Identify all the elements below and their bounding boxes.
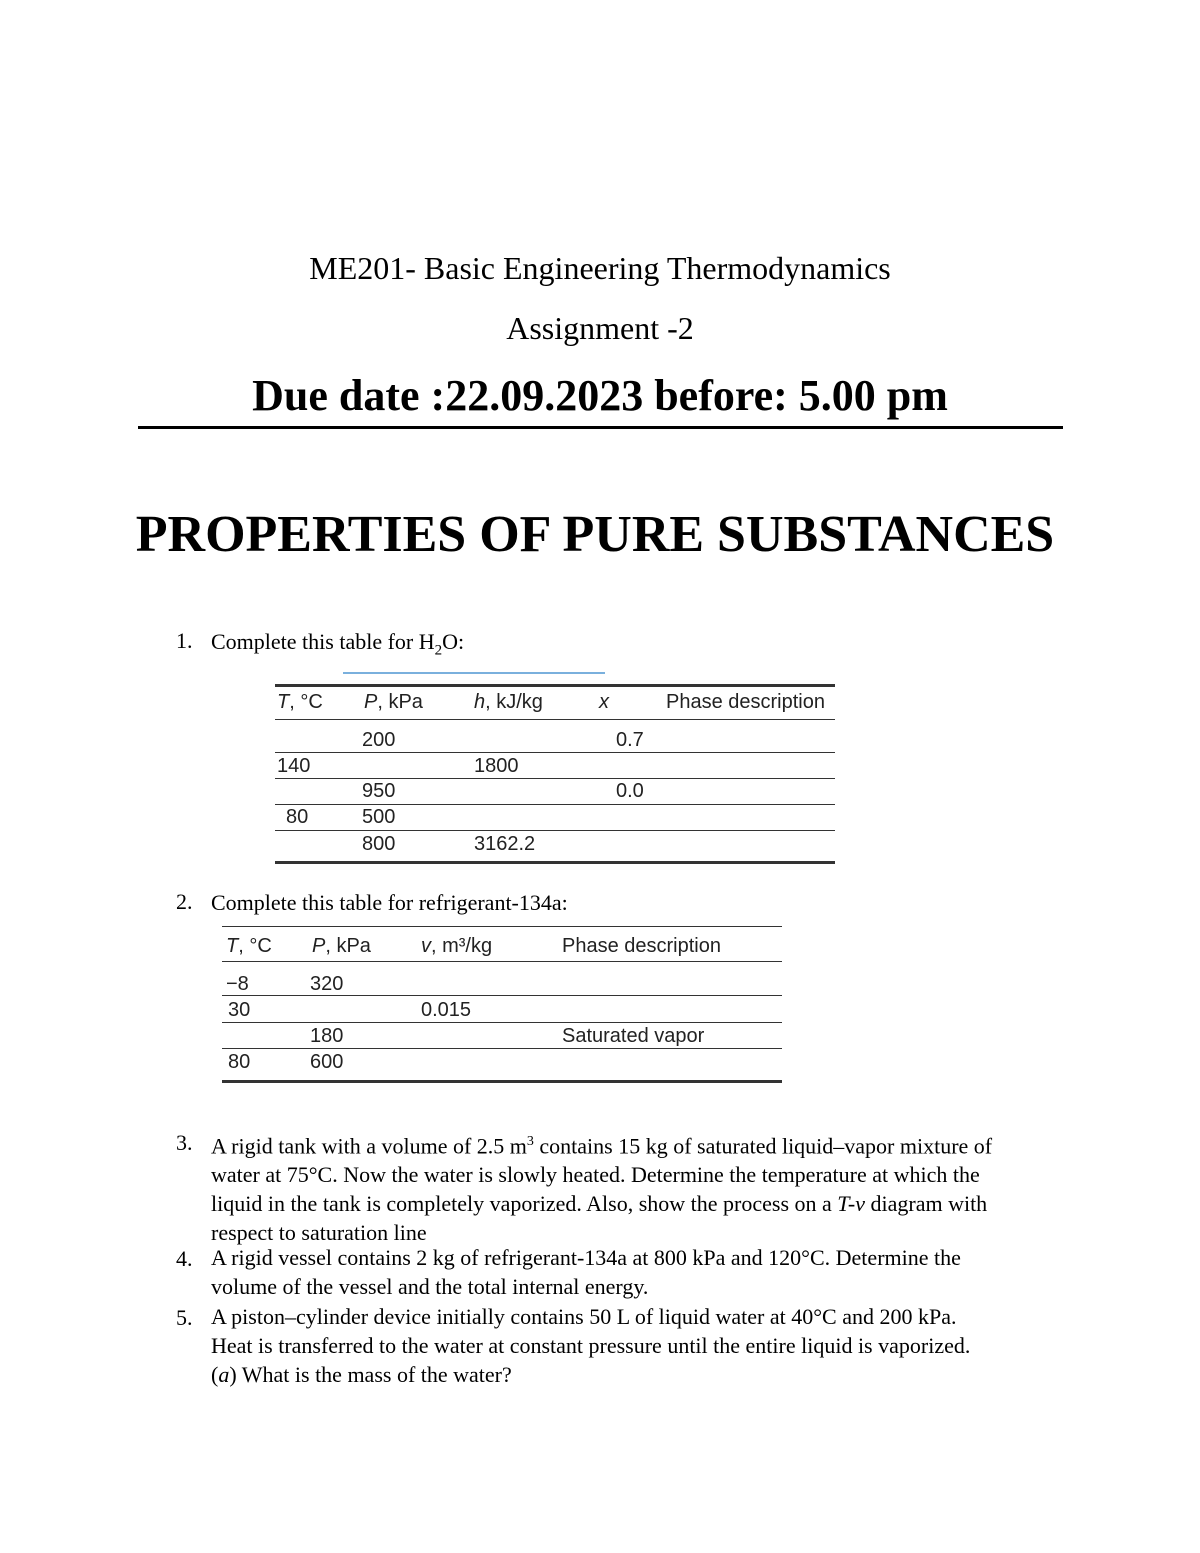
section-title: PROPERTIES OF PURE SUBSTANCES <box>135 506 1055 563</box>
header-pressure: P, kPa <box>364 691 423 713</box>
q3-text: A rigid tank with a volume of 2.5 $m^3$ contains 15 kg of saturated liquid–vapor mixture of water at 75°C. Now the water is slowly heated. Determine the temperature at which the liquid in the tank is completely vaporized. Also, show the process on a T-v diagram with respect to saturation line <box>211 1133 993 1246</box>
table-rule <box>275 719 835 720</box>
header-temperature: T, °C <box>277 691 323 713</box>
table-cell: −8 <box>226 973 249 995</box>
table-cell: 30 <box>228 999 251 1021</box>
table-cell: 950 <box>362 780 396 802</box>
q1-number: 1. <box>176 628 193 653</box>
assignment-number: Assignment -2 <box>506 310 694 346</box>
table-rule <box>222 1022 782 1023</box>
table-rule <box>275 684 835 687</box>
header-pressure: P, kPa <box>312 935 371 957</box>
table-cell: 600 <box>310 1051 344 1073</box>
table-cell: 80 <box>286 806 309 828</box>
table-rule <box>275 804 835 805</box>
q4-text: A rigid vessel contains 2 kg of refrigerant-134a at 800 kPa and 120°C. Determine the volume of the vessel and the total internal energy. <box>211 1245 961 1299</box>
q2-number: 2. <box>176 889 193 914</box>
table-rule <box>275 778 835 779</box>
table-rule <box>222 926 782 927</box>
table-rule <box>275 830 835 831</box>
table-rule <box>275 861 835 864</box>
table-cell: 200 <box>362 729 396 751</box>
table-cell: 180 <box>310 1025 344 1047</box>
header-phase: Phase description <box>562 935 721 957</box>
table-cell: 0.7 <box>616 729 644 751</box>
table-rule <box>275 752 835 753</box>
due-date: Due date :22.09.2023 before: 5.00 pm <box>252 371 948 420</box>
q2-text: Complete this table for refrigerant-134a: <box>211 890 568 915</box>
q3-number: 3. <box>176 1130 193 1155</box>
table-cell: 140 <box>277 755 311 777</box>
table-rule <box>222 1080 782 1083</box>
table-cell: 800 <box>362 833 396 855</box>
table-top-accent <box>343 672 605 674</box>
header-enthalpy: h, kJ/kg <box>474 691 543 713</box>
table-rule <box>222 995 782 996</box>
table-cell: 1800 <box>474 755 519 777</box>
table-rule <box>222 961 782 962</box>
q5-text: A piston–cylinder device initially contains 50 L of liquid water at 40°C and 200 kPa. Heat is transferred to the water at constant pressure until the entire liquid is vaporized. (a) What is the mass of the water? <box>211 1304 971 1387</box>
header-temperature: T, °C <box>226 935 272 957</box>
header-specific-volume: v, m³/kg <box>421 935 493 957</box>
course-title: ME201- Basic Engineering Thermodynamics <box>309 250 891 286</box>
header-divider <box>138 426 1063 429</box>
table-rule <box>222 1048 782 1049</box>
q1-text: Complete this table for $H_2O$: <box>211 629 465 659</box>
table-cell: 320 <box>310 973 344 995</box>
table-cell: 0.0 <box>616 780 644 802</box>
table-cell: 500 <box>362 806 396 828</box>
header-quality: x <box>599 691 609 713</box>
table-cell: Saturated vapor <box>562 1025 705 1047</box>
table-cell: 0.015 <box>421 999 472 1021</box>
q4-number: 4. <box>176 1246 193 1271</box>
table-cell: 80 <box>228 1051 251 1073</box>
q5-number: 5. <box>176 1305 193 1330</box>
header-phase: Phase description <box>666 691 825 713</box>
table-cell: 3162.2 <box>474 833 536 855</box>
